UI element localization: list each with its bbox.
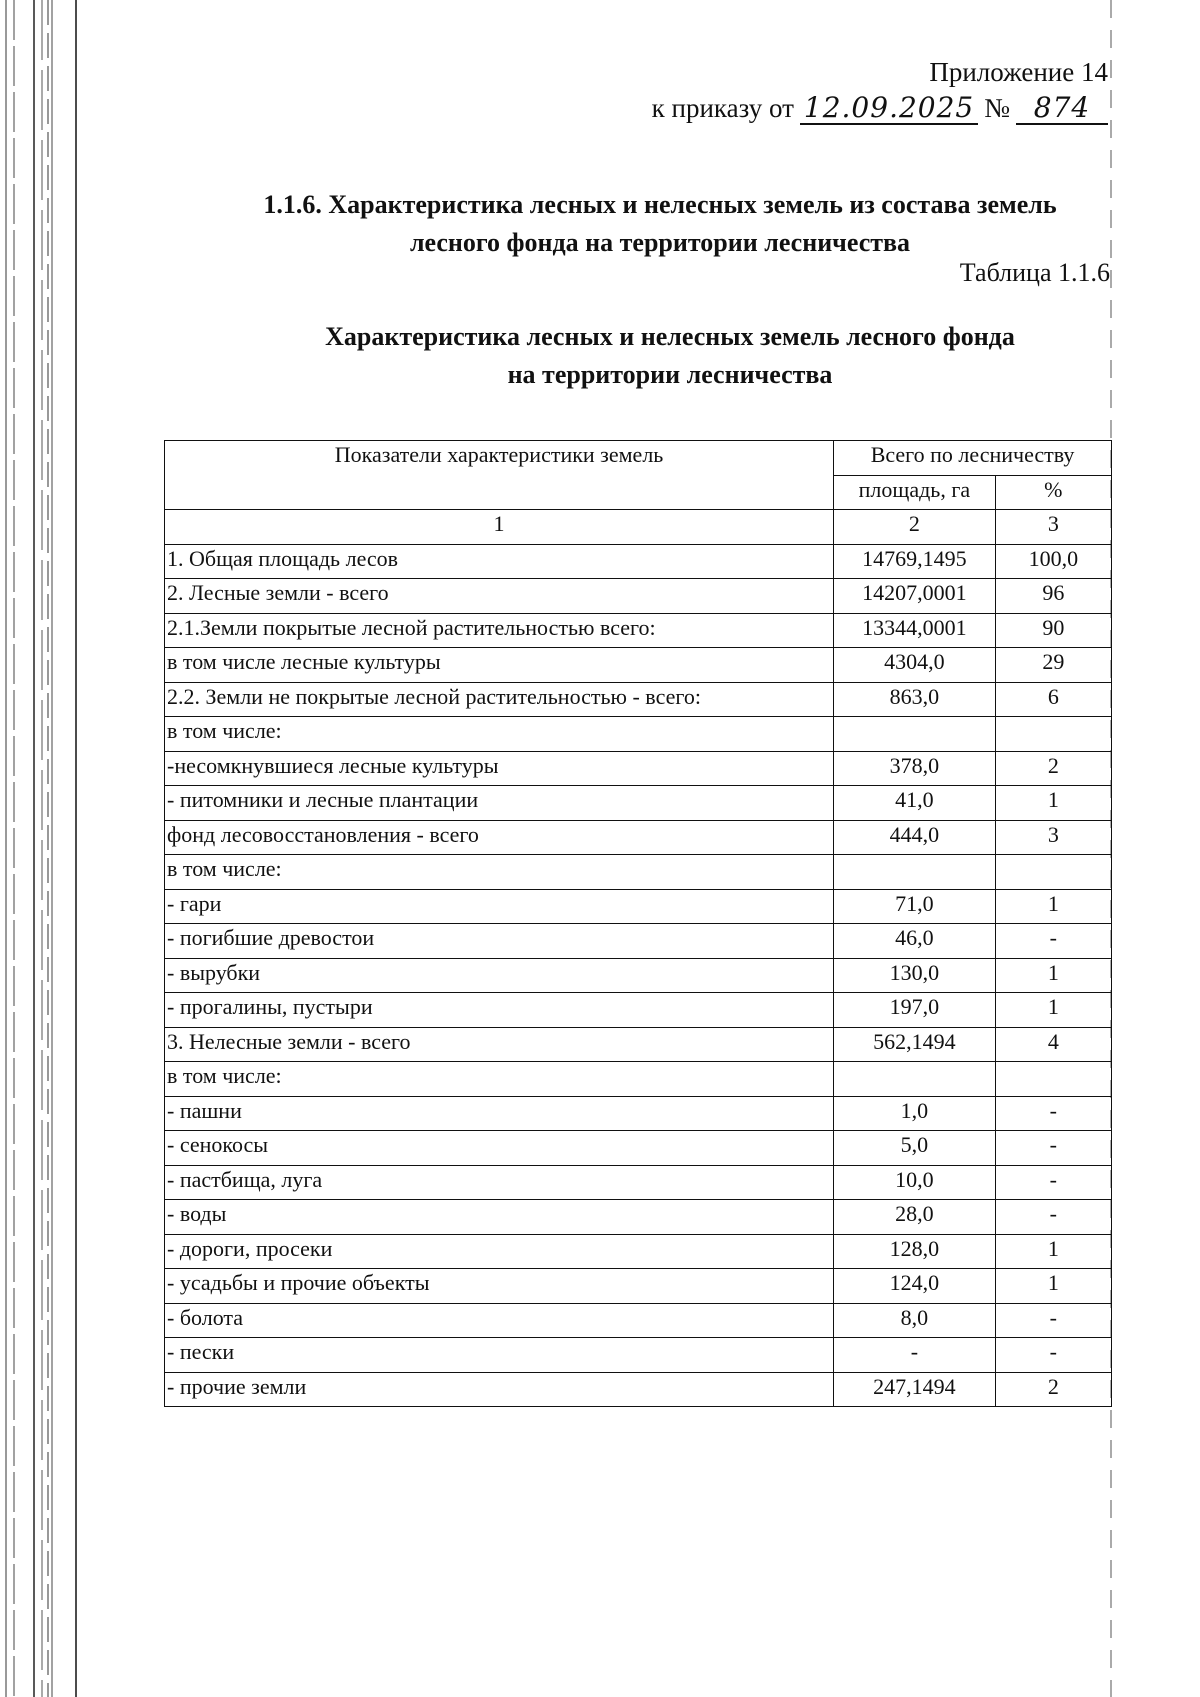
row-pct-cell: 100,0: [995, 544, 1111, 579]
row-pct-cell: [995, 855, 1111, 890]
row-pct-cell: 29: [995, 648, 1111, 683]
row-area-cell: [834, 1062, 996, 1097]
row-area-cell: 128,0: [834, 1234, 996, 1269]
row-pct-cell: 90: [995, 613, 1111, 648]
row-name-cell: - прочие земли: [165, 1372, 834, 1407]
row-area-cell: 378,0: [834, 751, 996, 786]
row-name-cell: в том числе:: [165, 855, 834, 890]
table-row: [165, 1027, 1112, 1062]
header-pct: %: [995, 475, 1111, 510]
row-name-cell: 2.2. Земли не покрытые лесной растительностью - всего:: [165, 682, 834, 717]
row-area-cell: 8,0: [834, 1303, 996, 1338]
row-area-cell: 1,0: [834, 1096, 996, 1131]
row-area-cell: 247,1494: [834, 1372, 996, 1407]
table-row: [165, 820, 1112, 855]
row-area-cell: -: [834, 1338, 996, 1373]
table-row: [165, 613, 1112, 648]
row-area-cell: 13344,0001: [834, 613, 996, 648]
row-name-cell: в том числе:: [165, 717, 834, 752]
row-pct-cell: -: [995, 1165, 1111, 1200]
order-number-sign: №: [984, 93, 1010, 123]
row-area-cell: 10,0: [834, 1165, 996, 1200]
column-number-3: 3: [995, 510, 1111, 545]
row-pct-cell: -: [995, 1303, 1111, 1338]
table-row: [165, 1234, 1112, 1269]
row-area-cell: [834, 855, 996, 890]
row-name-cell: 3. Нелесные земли - всего: [165, 1027, 834, 1062]
table-row: [165, 855, 1112, 890]
row-name-cell: - болота: [165, 1303, 834, 1338]
table-row: [165, 924, 1112, 959]
row-pct-cell: 4: [995, 1027, 1111, 1062]
appendix-label: Приложение 14: [929, 57, 1108, 87]
table-row: [165, 544, 1112, 579]
table-row: [165, 1200, 1112, 1235]
row-name-cell: - вырубки: [165, 958, 834, 993]
row-area-cell: 28,0: [834, 1200, 996, 1235]
row-pct-cell: -: [995, 1131, 1111, 1166]
table-row: [165, 682, 1112, 717]
order-prefix: к приказу от: [651, 93, 794, 123]
row-area-cell: 130,0: [834, 958, 996, 993]
row-area-cell: 46,0: [834, 924, 996, 959]
row-name-cell: - питомники и лесные плантации: [165, 786, 834, 821]
section-title-line2: лесного фонда на территории лесничества: [409, 228, 911, 257]
row-name-cell: - прогалины, пустыри: [165, 993, 834, 1028]
row-pct-cell: 1: [995, 786, 1111, 821]
row-name-cell: 2.1.Земли покрытые лесной растительностью всего:: [165, 613, 834, 648]
row-pct-cell: -: [995, 1200, 1111, 1235]
row-pct-cell: 96: [995, 579, 1111, 614]
row-pct-cell: 3: [995, 820, 1111, 855]
row-area-cell: 4304,0: [834, 648, 996, 683]
row-name-cell: - дороги, просеки: [165, 1234, 834, 1269]
row-area-cell: 197,0: [834, 993, 996, 1028]
row-area-cell: 444,0: [834, 820, 996, 855]
row-area-cell: 71,0: [834, 889, 996, 924]
row-pct-cell: 1: [995, 958, 1111, 993]
section-title-line1: 1.1.6. Характеристика лесных и нелесных земель из состава земель: [263, 190, 1057, 219]
table-row: [165, 1165, 1112, 1200]
table-row: [165, 1303, 1112, 1338]
row-pct-cell: -: [995, 1096, 1111, 1131]
appendix-header: [652, 54, 1108, 126]
row-name-cell: -несомкнувшиеся лесные культуры: [165, 751, 834, 786]
scan-border-lines: [0, 0, 80, 1697]
row-name-cell: - гари: [165, 889, 834, 924]
row-name-cell: - пастбища, луга: [165, 1165, 834, 1200]
row-area-cell: 863,0: [834, 682, 996, 717]
row-pct-cell: -: [995, 1338, 1111, 1373]
row-name-cell: в том числе лесные культуры: [165, 648, 834, 683]
row-area-cell: 124,0: [834, 1269, 996, 1304]
table-row: [165, 648, 1112, 683]
table-row: [165, 889, 1112, 924]
table-title-line2: на территории лесничества: [507, 360, 833, 389]
table-row: [165, 1269, 1112, 1304]
row-pct-cell: -: [995, 924, 1111, 959]
row-name-cell: - воды: [165, 1200, 834, 1235]
table-body: [165, 544, 1112, 1407]
table-row: [165, 993, 1112, 1028]
table-row: [165, 579, 1112, 614]
table-row: [165, 1062, 1112, 1097]
row-area-cell: 5,0: [834, 1131, 996, 1166]
order-reference: [652, 90, 1108, 126]
section-title: [200, 186, 1120, 262]
row-pct-cell: [995, 717, 1111, 752]
row-pct-cell: 1: [995, 1234, 1111, 1269]
order-date-handwritten: 12.09.2025: [800, 93, 978, 125]
table-row: [165, 1372, 1112, 1407]
row-name-cell: - погибшие древостои: [165, 924, 834, 959]
row-area-cell: 14769,1495: [834, 544, 996, 579]
row-area-cell: 14207,0001: [834, 579, 996, 614]
row-name-cell: 2. Лесные земли - всего: [165, 579, 834, 614]
land-characteristics-table: [164, 440, 1112, 1407]
row-name-cell: - пески: [165, 1338, 834, 1373]
row-area-cell: 562,1494: [834, 1027, 996, 1062]
table-row: [165, 786, 1112, 821]
table-row: [165, 717, 1112, 752]
table-title: [200, 318, 1140, 394]
row-pct-cell: 1: [995, 1269, 1111, 1304]
header-name: Показатели характеристики земель: [165, 441, 834, 510]
header-area: площадь, га: [834, 475, 996, 510]
row-name-cell: 1. Общая площадь лесов: [165, 544, 834, 579]
table-label: Таблица 1.1.6: [959, 258, 1110, 287]
row-name-cell: в том числе:: [165, 1062, 834, 1097]
row-name-cell: - усадьбы и прочие объекты: [165, 1269, 834, 1304]
row-pct-cell: 1: [995, 993, 1111, 1028]
header-row-1: [165, 441, 1112, 476]
table-row: [165, 1131, 1112, 1166]
column-number-1: 1: [165, 510, 834, 545]
row-pct-cell: 2: [995, 751, 1111, 786]
table-row: [165, 958, 1112, 993]
row-pct-cell: [995, 1062, 1111, 1097]
row-pct-cell: 2: [995, 1372, 1111, 1407]
row-pct-cell: 1: [995, 889, 1111, 924]
table-row: [165, 1338, 1112, 1373]
table-row: [165, 751, 1112, 786]
row-area-cell: 41,0: [834, 786, 996, 821]
column-number-2: 2: [834, 510, 996, 545]
header-group: Всего по лесничеству: [834, 441, 1112, 476]
row-name-cell: фонд лесовосстановления - всего: [165, 820, 834, 855]
row-name-cell: - пашни: [165, 1096, 834, 1131]
order-number-handwritten: 874: [1016, 93, 1108, 125]
table-title-line1: Характеристика лесных и нелесных земель лесного фонда: [325, 322, 1015, 351]
row-pct-cell: 6: [995, 682, 1111, 717]
row-name-cell: - сенокосы: [165, 1131, 834, 1166]
table-row: [165, 1096, 1112, 1131]
row-area-cell: [834, 717, 996, 752]
column-number-row: [165, 510, 1112, 545]
